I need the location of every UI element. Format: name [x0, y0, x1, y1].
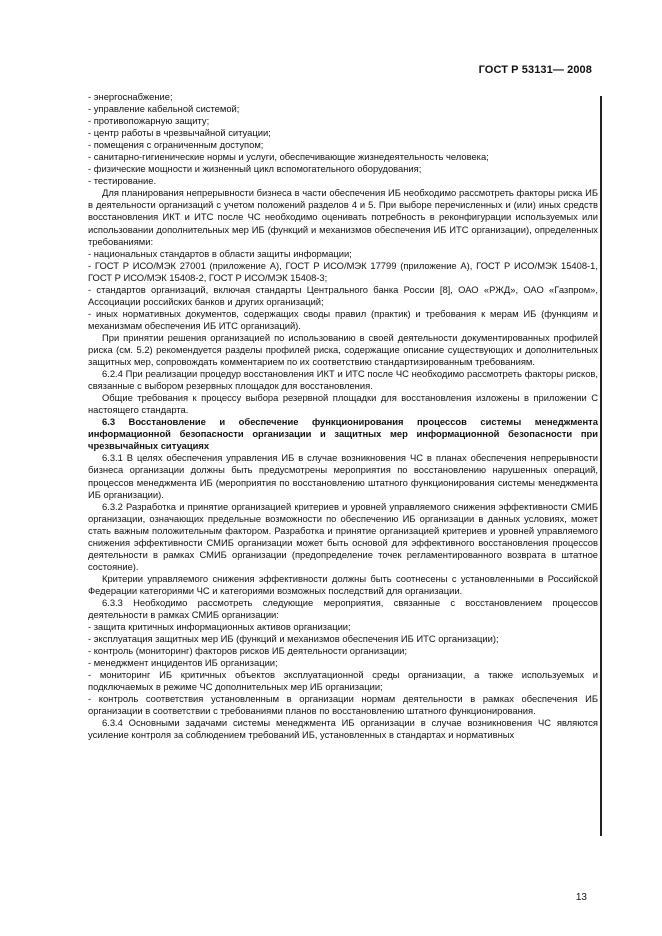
list-item: - санитарно-гигиенические нормы и услуги, обеспечивающие жизнедеятельность человека;: [88, 151, 489, 163]
list-item: - иных нормативных документов, содержащих своды правил (практик) и требования к мерам ИБ (функциям и механизмам обеспечения ИБ ИТС организаций).: [88, 307, 598, 331]
paragraph: 6.2.4 При реализации процедур восстановления ИКТ и ИТС после ЧС необходимо рассмотреть факторы рисков, связанные с выбором резервных площадок для восстановления.: [88, 368, 598, 392]
paragraph: 6.3.4 Основными задачами системы менеджмента ИБ организации в случае возникновения ЧС являются усиление контроля за соблюдением требований ИБ, установленных в стандартах и нормативных: [88, 717, 598, 741]
paragraph: 6.3.1 В целях обеспечения управления ИБ в случае возникновения ЧС в планах обеспечения непрерывности бизнеса организации должны быть предусмотрены мероприятия по восстановлению нарушенных операций, процессов менеджмента ИБ (мероприятия по восстановлению штатного функционирования системы менеджмента ИБ организации).: [88, 452, 598, 500]
page-number: 13: [575, 892, 587, 903]
paragraph: Общие требования к процессу выбора резервной площадки для восстановления изложены в приложении С настоящего стандарта.: [88, 392, 598, 416]
list-item: - контроль (мониторинг) факторов рисков ИБ деятельности организации;: [88, 645, 408, 657]
list-item: - энергоснабжение;: [88, 91, 173, 102]
list-item: - тестирование.: [88, 175, 157, 187]
document-header: ГОСТ Р 53131— 2008: [478, 64, 592, 76]
list-item: - мониторинг ИБ критичных объектов эксплуатационной среды организации, а также используемых и подключаемых в режиме ЧС дополнительных мер ИБ организации;: [88, 669, 598, 693]
list-item: - противопожарную защиту;: [88, 115, 210, 127]
list-item: - национальных стандартов в области защиты информации;: [88, 247, 352, 259]
list-item: - центр работы в чрезвычайной ситуации;: [88, 127, 271, 139]
list-item: - ГОСТ Р ИСО/МЭК 27001 (приложение А), ГОСТ Р ИСО/МЭК 17799 (приложение А), ГОСТ Р ИСО/МЭК 15408-1, ГОСТ Р ИСО/МЭК 15408-2, ГОСТ Р ИСО/МЭК 15408-3;: [88, 259, 598, 283]
list-item: - стандартов организаций, включая стандарты Центрального банка России [8], ОАО «РЖД», ОАО «Газпром», Ассоциации российских банков и других организаций;: [88, 283, 598, 307]
list-item: - менеджмент инцидентов ИБ организации;: [88, 657, 278, 669]
paragraph: 6.3.3 Необходимо рассмотреть следующие мероприятия, связанные с восстановлением процессов деятельности в рамках СМИБ организации:: [88, 596, 598, 621]
list-item: - управление кабельной системой;: [88, 103, 240, 115]
list-item: - контроль соответствия установленным в организации нормам деятельности в рамках обеспечения ИБ организации в соответствии с требованиями планов по восстановлению штатного функционирования.: [88, 693, 598, 717]
paragraph: Критерии управляемого снижения эффективности должны быть соотнесены с установленными в Российской Федерации категориями ЧС и категориями возможных последствий для организации.: [88, 572, 598, 596]
list-item: - эксплуатация защитных мер ИБ (функций и механизмов обеспечения ИБ ИТС организации);: [88, 633, 499, 645]
section-heading: 6.3 Восстановление и обеспечение функционирования процессов системы менеджмента информационной безопасности организации и защитных мер информационной безопасности при чрезвычайных ситуациях: [88, 416, 598, 452]
list-item: - помещения с ограниченным доступом;: [88, 139, 264, 151]
paragraph: При принятии решения организацией по использованию в своей деятельности документированных профилей риска (см. 5.2) рекомендуется разделы профилей риска, содержащие описание существующих и дополнительных защитных мер, сопровождать комментарием по их соответствию стандартизированным требованиям.: [88, 331, 598, 368]
document-body: [88, 91, 598, 742]
revision-bar: [600, 96, 602, 836]
list-item: - физические мощности и жизненный цикл вспомогательного оборудования;: [88, 163, 422, 175]
list-item: - защита критичных информационных активов организации;: [88, 621, 351, 633]
paragraph: Для планирования непрерывности бизнеса в части обеспечения ИБ необходимо рассмотреть факторы риска ИБ в деятельности организаций с учетом положений разделов 4 и 5. При выборе перечисленных и (или) иных средств восстановления ИКТ и ИТС после ЧС необходимо оценивать потребность в реконфигурации используемых или использовании дополнительных мер ИБ (функций и механизмов обеспечения ИБ ИТС организации), определенных требованиями:: [88, 187, 598, 247]
paragraph: 6.3.2 Разработка и принятие организацией критериев и уровней управляемого снижения эффективности СМИБ организации, означающих предельные возможности по обеспечению ИБ организации в данных условиях, может стать важным положительным фактором. Разработка и принятие организацией критериев и уровней управляемого снижения эффективности СМИБ организации может быть основой для эффективного восстановления процессов деятельности в рамках СМИБ организации (предопределение точек регламентированного возврата в штатное состояние).: [88, 500, 598, 572]
